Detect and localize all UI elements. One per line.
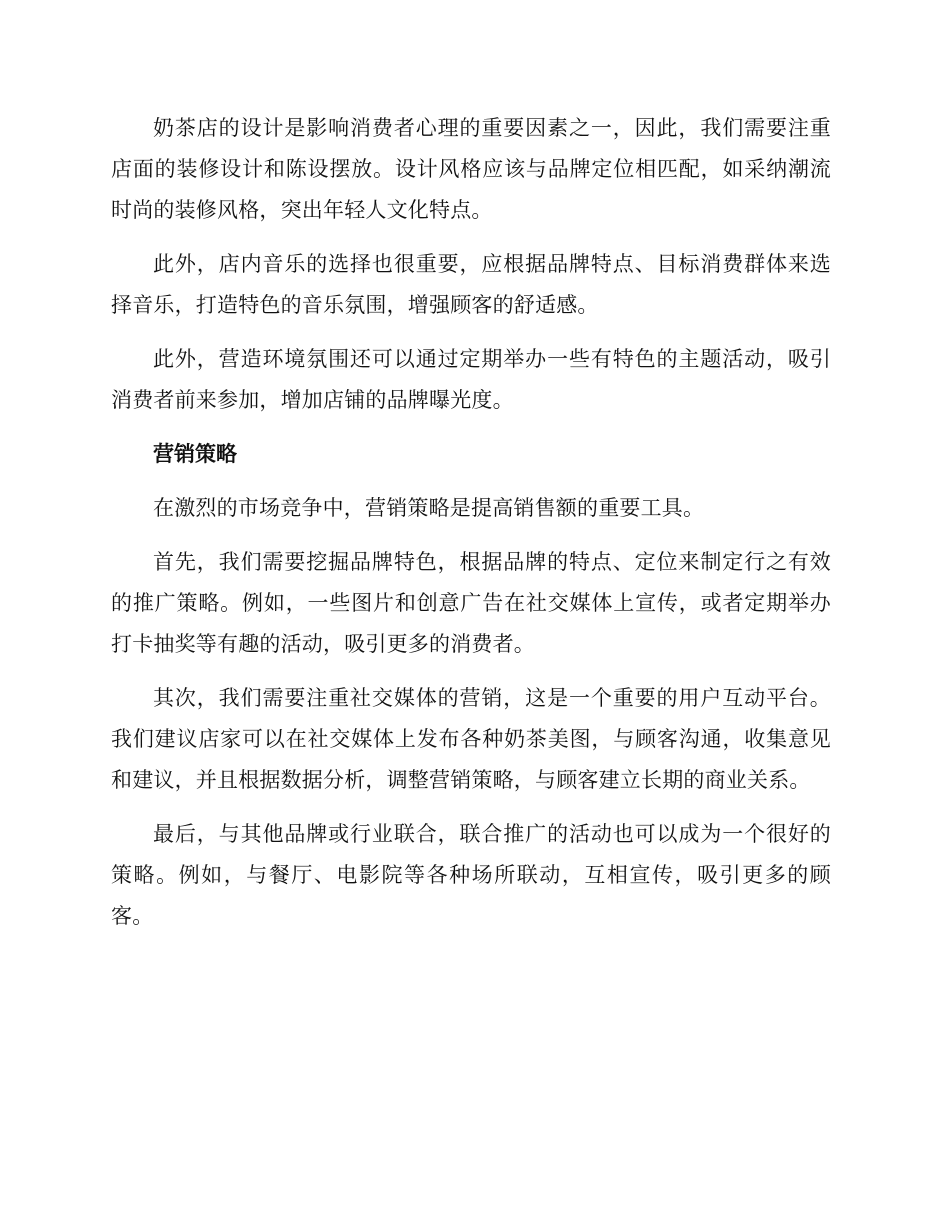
paragraph-joint-promotion: 最后，与其他品牌或行业联合，联合推广的活动也可以成为一个很好的策略。例如，与餐厅、电影院等各种场所联动，互相宣传，吸引更多的顾客。 (111, 822, 831, 928)
paragraph-music: 此外，店内音乐的选择也很重要，应根据品牌特点、目标消费群体来选择音乐，打造特色的音乐氛围，增强顾客的舒适感。 (111, 252, 831, 317)
paragraph-social-media: 其次，我们需要注重社交媒体的营销，这是一个重要的用户互动平台。我们建议店家可以在社交媒体上发布各种奶茶美图，与顾客沟通，收集意见和建议，并且根据数据分析，调整营销策略，与顾客建立长期的商业关系。 (111, 686, 831, 792)
section-heading-marketing: 营销策略 (153, 442, 237, 466)
paragraph-marketing-intro: 在激烈的市场竞争中，营销策略是提高销售额的重要工具。 (153, 496, 705, 520)
paragraph-store-design: 奶茶店的设计是影响消费者心理的重要因素之一，因此，我们需要注重店面的装修设计和陈设摆放。设计风格应该与品牌定位相匹配，如采纳潮流时尚的装修风格，突出年轻人文化特点。 (111, 116, 831, 222)
document-page (111, 108, 831, 950)
paragraph-brand-features: 首先，我们需要挖掘品牌特色，根据品牌的特点、定位来制定行之有效的推广策略。例如，一些图片和创意广告在社交媒体上宣传，或者定期举办打卡抽奖等有趣的活动，吸引更多的消费者。 (111, 550, 831, 656)
paragraph-themed-events: 此外，营造环境氛围还可以通过定期举办一些有特色的主题活动，吸引消费者前来参加，增加店铺的品牌曝光度。 (111, 347, 831, 412)
